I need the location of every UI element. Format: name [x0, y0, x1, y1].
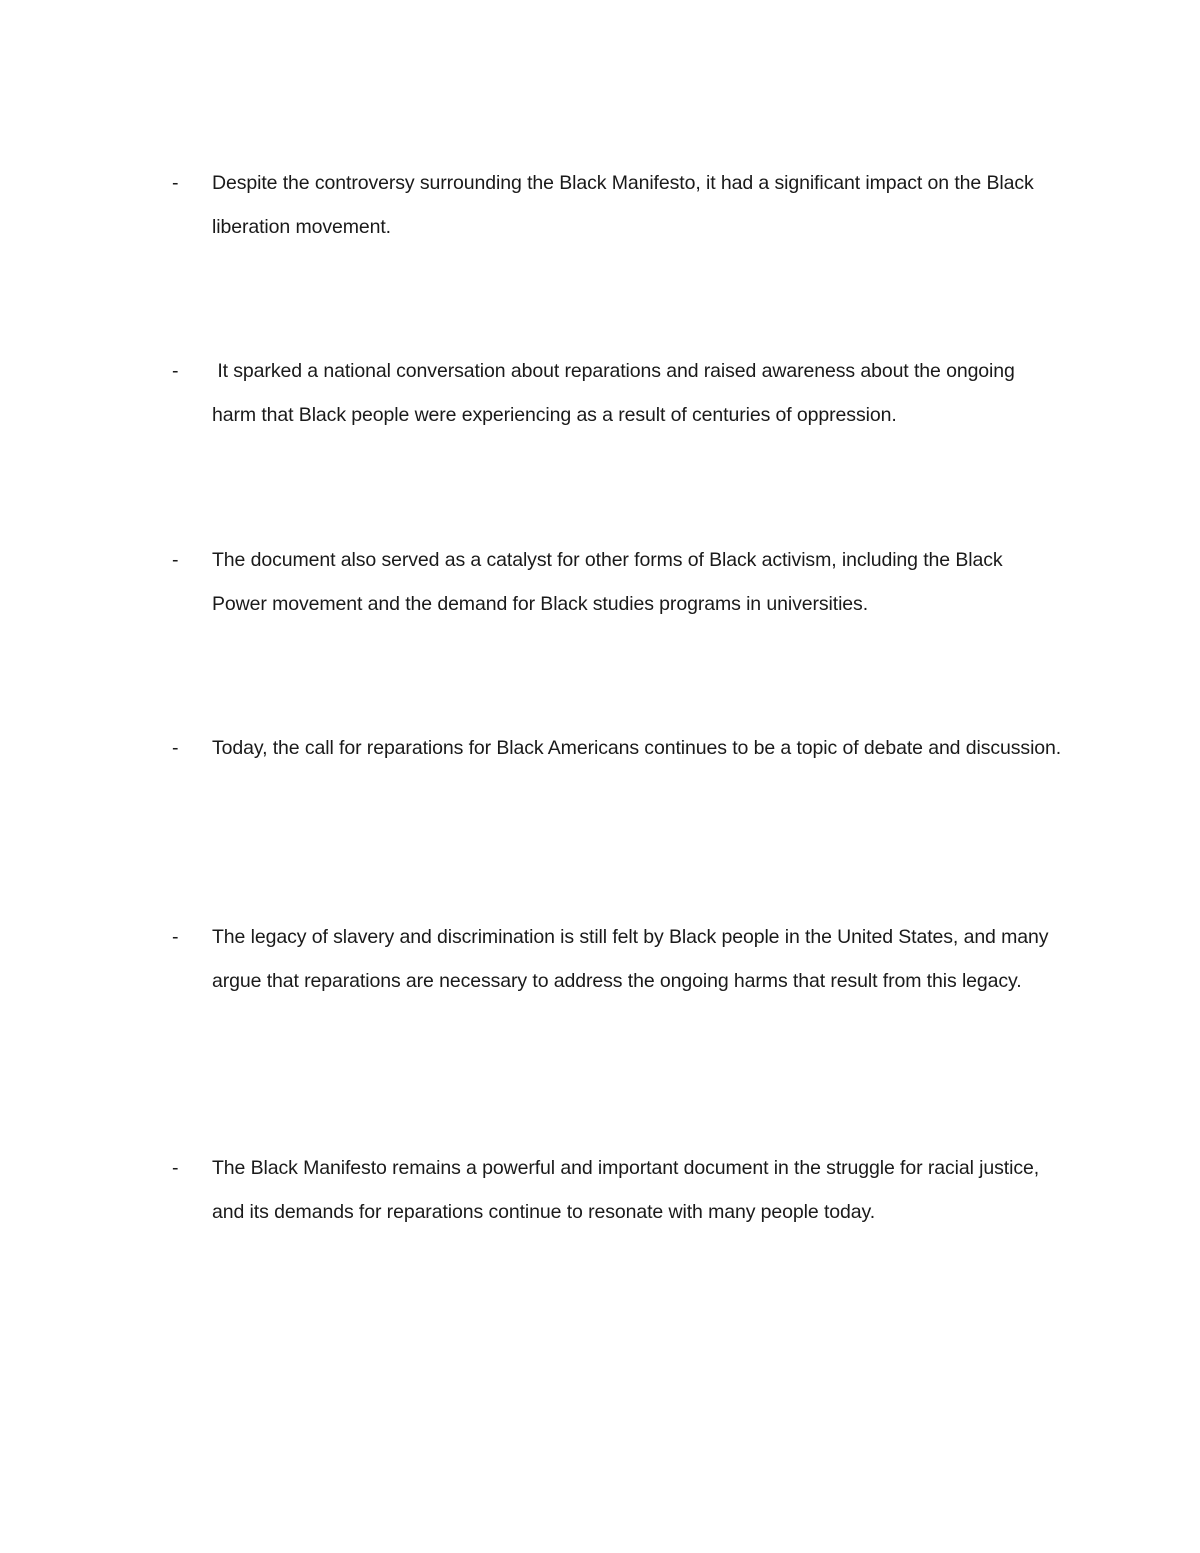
bullet-text: The document also served as a catalyst for other forms of Black activism, including the Black Power movement and the demand for Black studies programs in universities. — [212, 549, 1003, 615]
bullet-marker: - — [172, 926, 179, 948]
bullet-marker: - — [172, 549, 179, 571]
bullet-text: It sparked a national conversation about reparations and raised awareness about the ongoing harm that Black people were experiencing as a result of centuries of oppression. — [212, 360, 1021, 426]
bullet-marker: - — [172, 172, 179, 194]
bullet-text: Today, the call for reparations for Black Americans continues to be a topic of debate and discussion. — [212, 737, 1062, 759]
bullet-text: The Black Manifesto remains a powerful and important document in the struggle for racial justice, and its demands for reparations continue to resonate with many people today. — [212, 1157, 1040, 1223]
bullet-text: Despite the controversy surrounding the Black Manifesto, it had a significant impact on the Black liberation movement. — [212, 172, 1034, 238]
bullet-marker: - — [172, 1157, 179, 1179]
bullet-text: The legacy of slavery and discrimination is still felt by Black people in the United States, and many argue that reparations are necessary to address the ongoing harms that result from this legacy. — [212, 926, 1049, 992]
bullet-marker: - — [172, 360, 179, 382]
bullet-marker: - — [172, 737, 179, 759]
